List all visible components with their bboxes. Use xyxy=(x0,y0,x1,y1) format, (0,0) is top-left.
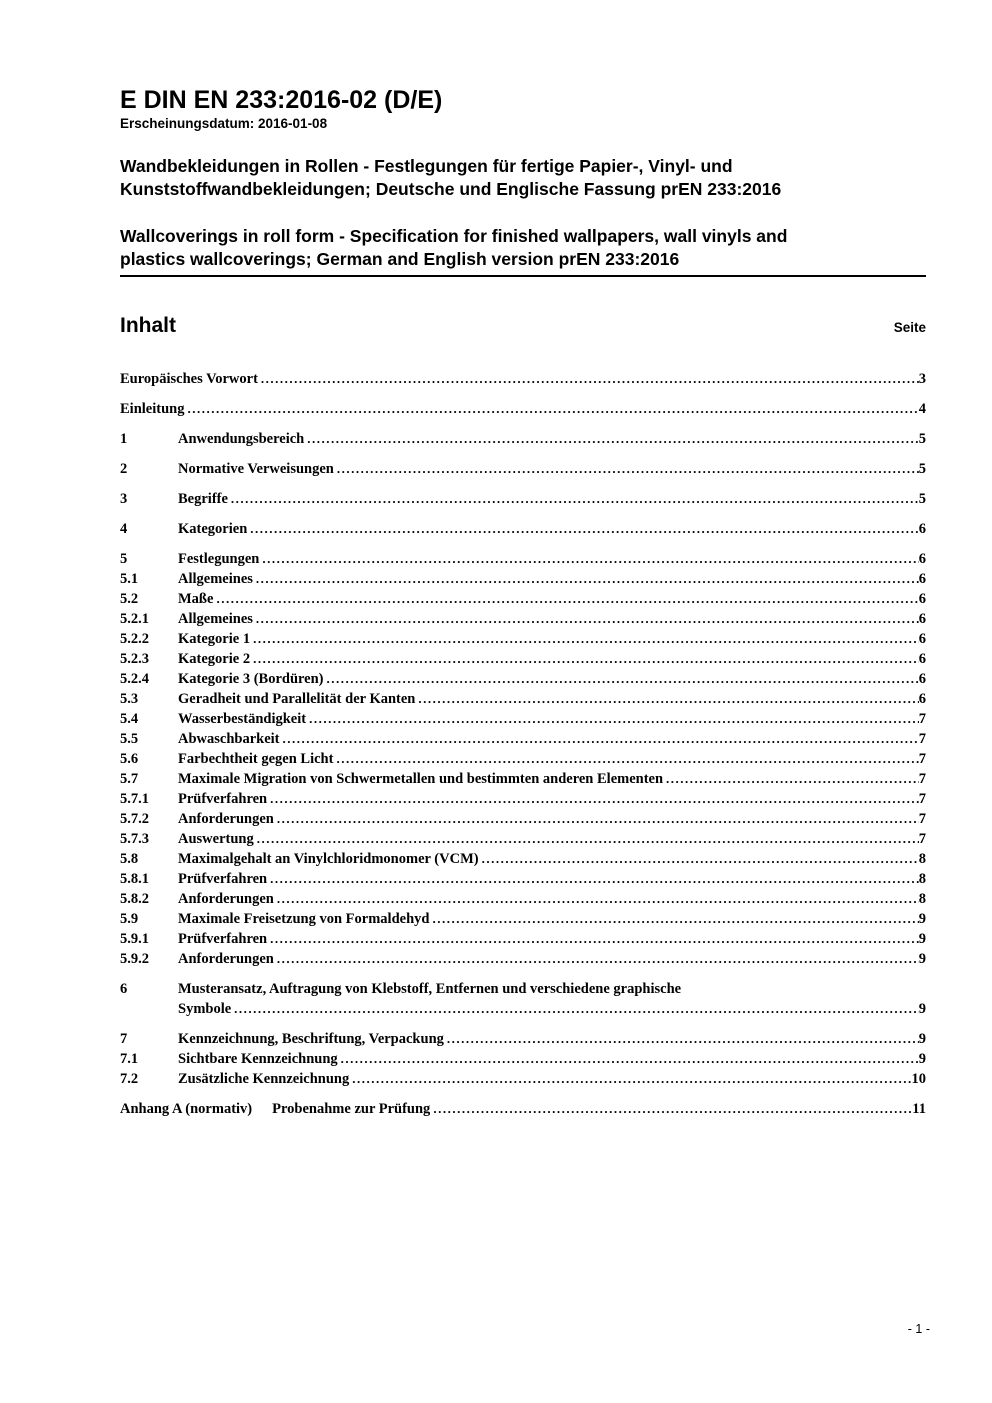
toc-entry-number: 5.1 xyxy=(120,571,139,587)
toc-entry-page: 6 xyxy=(918,651,926,667)
toc-entry-title: Prüfverfahren xyxy=(178,791,268,807)
toc-entry-page: 9 xyxy=(918,951,926,967)
toc-entry-page: 6 xyxy=(918,611,926,627)
toc-entry-title: Prüfverfahren xyxy=(178,931,268,947)
footer-page-number: - 1 - xyxy=(907,1322,930,1336)
toc-leader-dots xyxy=(256,609,919,629)
toc-entry-number: 5.2 xyxy=(120,591,139,607)
toc-entry-number: 7 xyxy=(120,1031,128,1047)
toc-entry-title: Festlegungen xyxy=(178,551,260,567)
title-german-line-1: Wandbekleidungen in Rollen - Festlegungen für fertige Papier-, Vinyl- und xyxy=(120,156,733,176)
toc-leader-dots xyxy=(283,729,919,749)
toc-leader-dots xyxy=(270,869,919,889)
toc-entry-title: Probenahme zur Prüfung xyxy=(272,1101,431,1117)
toc-entry-title: Wasserbeständigkeit xyxy=(178,711,307,727)
toc-entry-title: Anforderungen xyxy=(178,891,274,907)
toc-entry xyxy=(120,979,926,999)
toc-leader-dots xyxy=(277,889,919,909)
toc-leader-dots xyxy=(432,909,918,929)
toc-entry xyxy=(120,489,926,509)
toc-entry-number: 5.9.2 xyxy=(120,951,149,967)
toc-entry-number: 5.2.2 xyxy=(120,631,149,647)
toc-entry-page: 7 xyxy=(918,791,926,807)
toc-leader-dots xyxy=(253,649,919,669)
toc-leader-dots xyxy=(277,809,919,829)
toc-leader-dots xyxy=(234,999,919,1019)
toc-list xyxy=(120,369,926,1119)
toc-entry-page: 9 xyxy=(918,1031,926,1047)
toc-entry-page: 6 xyxy=(918,571,926,587)
toc-entry xyxy=(120,1099,926,1119)
toc-entry-number: 5.2.3 xyxy=(120,651,149,667)
toc-entry-number: 5.9.1 xyxy=(120,931,149,947)
toc-entry xyxy=(120,549,926,569)
toc-leader-dots xyxy=(336,749,918,769)
toc-entry-page: 7 xyxy=(918,831,926,847)
toc-entry-page: 11 xyxy=(912,1101,926,1117)
toc-entry-title: Geradheit und Parallelität der Kanten xyxy=(178,691,416,707)
toc-entry-page: 8 xyxy=(918,891,926,907)
document-number: E DIN EN 233:2016-02 (D/E) xyxy=(120,86,443,114)
toc-entry-page: 4 xyxy=(918,401,926,417)
toc-entry-number: 5.7 xyxy=(120,771,139,787)
toc-entry xyxy=(120,949,926,969)
toc-page-column-label: Seite xyxy=(893,320,926,335)
toc-entry-title: Europäisches Vorwort xyxy=(120,371,258,387)
toc-entry xyxy=(120,369,926,389)
toc-entry-page: 6 xyxy=(918,521,926,537)
toc-entry-number: 2 xyxy=(120,461,128,477)
toc-leader-dots xyxy=(262,549,918,569)
document-title-english xyxy=(120,225,926,277)
toc-entry xyxy=(120,909,926,929)
toc-entry-page: 7 xyxy=(918,731,926,747)
toc-entry-title: Anforderungen xyxy=(178,951,274,967)
toc-entry-title: Einleitung xyxy=(120,401,185,417)
toc-leader-dots xyxy=(309,709,919,729)
toc-entry-number: 5.8 xyxy=(120,851,139,867)
publication-date: Erscheinungsdatum: 2016-01-08 xyxy=(120,116,328,131)
toc-entry-page: 9 xyxy=(918,1051,926,1067)
toc-entry-page: 6 xyxy=(918,671,926,687)
toc-heading: Inhalt xyxy=(120,314,176,337)
toc-entry xyxy=(120,649,926,669)
toc-entry-number: 5.8.1 xyxy=(120,871,149,887)
toc-entry-page: 9 xyxy=(918,1001,926,1017)
toc-leader-dots xyxy=(433,1099,912,1119)
toc-entry-page: 5 xyxy=(918,491,926,507)
toc-leader-dots xyxy=(337,459,919,479)
toc-entry xyxy=(120,589,926,609)
toc-entry xyxy=(120,729,926,749)
toc-leader-dots xyxy=(352,1069,911,1089)
toc-entry xyxy=(120,889,926,909)
toc-entry xyxy=(120,769,926,789)
toc-entry-number: 5.8.2 xyxy=(120,891,149,907)
toc-leader-dots xyxy=(187,399,918,419)
toc-entry-title: Kennzeichnung, Beschriftung, Verpackung xyxy=(178,1031,444,1047)
toc-entry xyxy=(120,669,926,689)
toc-entry-page: 8 xyxy=(918,871,926,887)
toc-header-row xyxy=(120,314,926,338)
toc-entry xyxy=(120,809,926,829)
toc-entry xyxy=(120,429,926,449)
toc-entry-page: 8 xyxy=(918,851,926,867)
toc-entry-title: Kategorie 1 xyxy=(178,631,251,647)
title-english-line-2: plastics wallcoverings; German and English version prEN 233:2016 xyxy=(120,249,680,269)
toc-entry-page: 6 xyxy=(918,591,926,607)
toc-entry-number: 4 xyxy=(120,521,128,537)
toc-entry xyxy=(120,399,926,419)
toc-entry-page: 5 xyxy=(918,431,926,447)
toc-entry-page: 6 xyxy=(918,631,926,647)
toc-leader-dots xyxy=(341,1049,919,1069)
toc-leader-dots xyxy=(253,629,919,649)
toc-entry-title: Sichtbare Kennzeichnung xyxy=(178,1051,338,1067)
toc-entry-number: 5.7.2 xyxy=(120,811,149,827)
title-german-line-2: Kunststoffwandbekleidungen; Deutsche und Englische Fassung prEN 233:2016 xyxy=(120,179,782,199)
toc-leader-dots xyxy=(261,369,919,389)
toc-entry xyxy=(120,849,926,869)
toc-entry xyxy=(120,609,926,629)
toc-entry-page: 9 xyxy=(918,931,926,947)
toc-entry-number: 5.2.1 xyxy=(120,611,149,627)
toc-leader-dots xyxy=(257,829,919,849)
toc-entry-title: Kategorie 3 (Bordüren) xyxy=(178,671,324,687)
toc-entry xyxy=(120,709,926,729)
toc-entry-page: 7 xyxy=(918,811,926,827)
toc-entry-number: Anhang A (normativ) xyxy=(120,1101,253,1117)
toc-entry xyxy=(120,1049,926,1069)
toc-entry-title: Begriffe xyxy=(178,491,228,507)
toc-entry-page: 10 xyxy=(911,1071,926,1087)
toc-entry-number: 7.2 xyxy=(120,1071,139,1087)
toc-entry xyxy=(120,749,926,769)
toc-entry-number: 5.2.4 xyxy=(120,671,149,687)
toc-entry xyxy=(120,689,926,709)
toc-entry-title: Kategorie 2 xyxy=(178,651,251,667)
toc-entry-title: Normative Verweisungen xyxy=(178,461,334,477)
toc-entry-number: 5.6 xyxy=(120,751,139,767)
toc-leader-dots xyxy=(482,849,919,869)
toc-entry xyxy=(120,929,926,949)
title-english-line-1: Wallcoverings in roll form - Specification for finished wallpapers, wall vinyls and xyxy=(120,226,788,246)
toc-entry-title: Maximale Migration von Schwermetallen und bestimmten anderen Elementen xyxy=(178,771,664,787)
toc-entry xyxy=(120,569,926,589)
toc-entry-number: 5.7.1 xyxy=(120,791,149,807)
toc-leader-dots xyxy=(250,519,918,539)
toc-entry xyxy=(120,1029,926,1049)
toc-entry-title: Allgemeines xyxy=(178,571,253,587)
toc-entry-title: Zusätzliche Kennzeichnung xyxy=(178,1071,350,1087)
toc-entry-page: 7 xyxy=(918,771,926,787)
toc-entry-page: 7 xyxy=(918,751,926,767)
toc-entry-page: 6 xyxy=(918,551,926,567)
toc-leader-dots xyxy=(277,949,919,969)
toc-entry-title: Kategorien xyxy=(178,521,248,537)
toc-leader-dots xyxy=(270,929,919,949)
toc-entry xyxy=(120,459,926,479)
toc-entry-title: Abwaschbarkeit xyxy=(178,731,280,747)
toc-leader-dots xyxy=(231,489,919,509)
toc-leader-dots xyxy=(270,789,919,809)
toc-entry-continuation xyxy=(120,999,926,1019)
toc-entry-number: 6 xyxy=(120,981,128,997)
toc-entry-page: 6 xyxy=(918,691,926,707)
toc-leader-dots xyxy=(418,689,918,709)
toc-entry-page: 9 xyxy=(918,911,926,927)
toc-entry-page: 7 xyxy=(918,711,926,727)
toc-entry-number: 5.7.3 xyxy=(120,831,149,847)
toc-entry xyxy=(120,519,926,539)
toc-entry-number: 3 xyxy=(120,491,128,507)
toc-entry-title: Anwendungsbereich xyxy=(178,431,305,447)
toc-entry xyxy=(120,829,926,849)
toc-entry-title: Farbechtheit gegen Licht xyxy=(178,751,334,767)
toc-entry xyxy=(120,629,926,649)
toc-entry-title: Musteransatz, Auftragung von Klebstoff, Entfernen und verschiedene graphische xyxy=(178,981,682,997)
toc-entry-page: 3 xyxy=(918,371,926,387)
toc-entry-number: 5.4 xyxy=(120,711,139,727)
toc-entry-title: Allgemeines xyxy=(178,611,253,627)
toc-entry-title: Maximalgehalt an Vinylchloridmonomer (VCM) xyxy=(178,851,479,867)
toc-entry-page: 5 xyxy=(918,461,926,477)
toc-entry-number: 5.3 xyxy=(120,691,139,707)
toc-entry xyxy=(120,869,926,889)
toc-entry-title: Auswertung xyxy=(178,831,254,847)
toc-leader-dots xyxy=(447,1029,919,1049)
toc-entry-number: 5.5 xyxy=(120,731,139,747)
toc-entry-number: 1 xyxy=(120,431,128,447)
toc-entry xyxy=(120,1069,926,1089)
toc-entry-number: 5 xyxy=(120,551,128,567)
toc-entry-title: Maximale Freisetzung von Formaldehyd xyxy=(178,911,430,927)
document-title-german xyxy=(120,155,926,201)
toc-entry-title: Anforderungen xyxy=(178,811,274,827)
toc-entry-number: 7.1 xyxy=(120,1051,139,1067)
toc-entry-title: Maße xyxy=(178,591,214,607)
page-content xyxy=(120,0,926,1119)
toc-leader-dots xyxy=(666,769,919,789)
toc-leader-dots xyxy=(327,669,919,689)
toc-leader-dots xyxy=(216,589,918,609)
toc-entry-number: 5.9 xyxy=(120,911,139,927)
toc-entry-title: Prüfverfahren xyxy=(178,871,268,887)
toc-entry xyxy=(120,789,926,809)
toc-entry-title: Symbole xyxy=(178,1001,232,1017)
toc-leader-dots xyxy=(256,569,919,589)
toc-leader-dots xyxy=(307,429,919,449)
